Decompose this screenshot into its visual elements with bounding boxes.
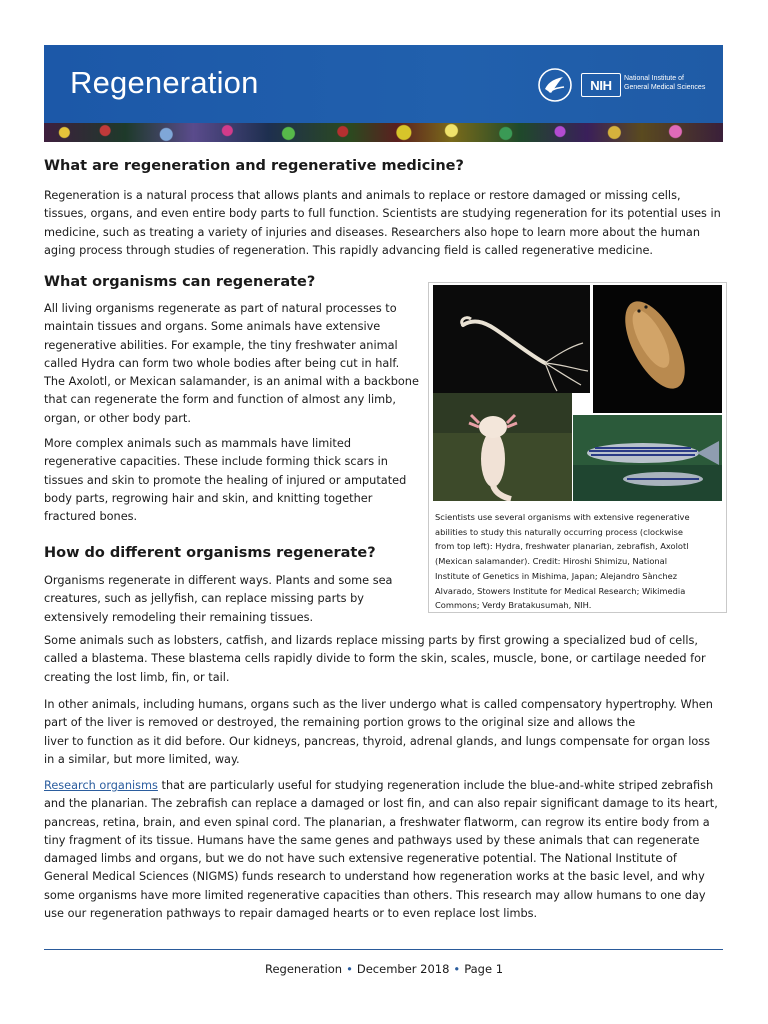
nih-logo: NIH (581, 73, 621, 97)
text-line: called Hydra can form two whole bodies after being cut in half. (44, 356, 400, 370)
footer-page-number: Page 1 (464, 962, 504, 976)
caption-line: from top left): Hydra, freshwater planarian, zebrafish, Axolotl (435, 541, 689, 552)
text-line: More complex animals such as mammals have limited (44, 437, 351, 450)
organisms-figure (428, 282, 727, 613)
paragraph-how-2 (44, 632, 724, 687)
text-line: in a similar, but more limited, way. (44, 752, 240, 766)
footer-date: December 2018 (356, 962, 450, 976)
text-line: liver to function as it did before. Our kidneys, pancreas, thyroid, adrenal glands, and lungs compensate for organ loss (44, 734, 711, 748)
decorative-image-strip (44, 123, 723, 142)
text-line: Regeneration is a natural process that allows plants and animals to replace or restore damaged or missing cells, (44, 189, 681, 202)
text-line: organ, or other body part. (44, 411, 191, 425)
paragraph-regeneration-intro (44, 187, 724, 260)
text-line: some organisms have more limited regenerative capacities than others. This research may allow humans to one day (44, 888, 706, 902)
text-line: maintain tissues and organs. Some animals have extensive (44, 320, 381, 334)
nigms-name-line1: National Institute of (624, 75, 684, 82)
text-line: tiny fragment of its tissue. Humans have the same genes and pathways used by these animals that can regenerate (44, 833, 700, 847)
caption-line: Institute of Genetics in Mishima, Japan; Alejandro Sànchez (435, 570, 678, 581)
planarian-photo (593, 285, 722, 413)
text-line: damaged limbs and organs, but we do not have such extensive regenerative potential. The National Institute of (44, 852, 677, 866)
hhs-eagle-logo-icon (537, 67, 573, 103)
text-line: body parts, regrowing hair and skin, and knitting together (44, 491, 373, 505)
axolotl-photo (433, 393, 572, 501)
text-line: creatures, such as jellyfish, can replace missing parts by (44, 592, 364, 606)
page-title: Regeneration (70, 65, 259, 100)
text-line: that are particularly useful for studying regeneration include the blue-and-white striped zebrafish (157, 779, 714, 792)
page-footer (0, 962, 768, 976)
text-line: All living organisms regenerate as part of natural processes to (44, 302, 397, 315)
text-line: tissues and skin to promote the healing of injured or amputated (44, 473, 407, 487)
text-line: aging process through studies of regeneration. This rapidly advancing field is called regenerative medicine. (44, 243, 654, 257)
text-line: General Medical Sciences (NIGMS) funds research to understand how regeneration works at the basic level, and why (44, 870, 705, 884)
caption-line: Alvarado, Stowers Institute for Medical Research; Wikimedia (435, 585, 686, 596)
section-heading-how: How do different organisms regenerate? (44, 545, 376, 561)
text-line: Some animals such as lobsters, catfish, and lizards replace missing parts by first growing a specialized bud of cells, (44, 634, 699, 647)
text-line: Organisms regenerate in different ways. Plants and some sea (44, 574, 393, 587)
footer-divider (44, 949, 723, 950)
figure-caption (435, 510, 722, 613)
paragraph-how-3 (44, 696, 724, 769)
bullet-icon: • (346, 962, 353, 976)
paragraph-organisms-2 (44, 435, 424, 526)
paragraph-how-1 (44, 572, 424, 627)
text-line: part of the liver is removed or destroyed, the remaining portion grows to the original size and allows the (44, 716, 636, 730)
caption-line: (Mexican salamander). Credit: Hiroshi Shimizu, National (435, 556, 668, 567)
nigms-name (624, 74, 719, 92)
research-organisms-link[interactable]: Research organisms (44, 779, 158, 792)
paragraph-organisms-1 (44, 300, 424, 428)
text-line: regenerative abilities. For example, the tiny freshwater animal (44, 338, 398, 352)
text-line: medicine, such as treating a variety of injuries and diseases. Researchers also hope to learn more about the human (44, 225, 701, 239)
caption-line: abilities to study this naturally occurring process (clockwise (435, 526, 683, 537)
text-line: tissues, organs, and even entire body parts to full function. Scientists are studying regeneration for its potential uses in (44, 207, 721, 221)
zebrafish-photo (573, 415, 722, 501)
text-line: extensively remodeling their remaining tissues. (44, 610, 314, 624)
header-banner (44, 45, 723, 123)
nigms-name-line2: General Medical Sciences (624, 84, 706, 91)
paragraph-how-4 (44, 777, 724, 923)
text-line: The Axolotl, or Mexican salamander, is an animal with a backbone (44, 375, 419, 389)
text-line: that can regenerate the form and function of almost any limb, (44, 393, 396, 407)
text-line: and the planarian. The zebrafish can replace a damaged or lost fin, and can also repair significant damage to its heart, (44, 797, 718, 811)
section-heading-organisms: What organisms can regenerate? (44, 274, 316, 290)
hydra-photo (433, 285, 590, 393)
text-line: In other animals, including humans, organs such as the liver undergo what is called compensatory hypertrophy. When (44, 698, 713, 711)
text-line: pancreas, retina, brain, and even spinal cord. The planarian, a freshwater flatworm, can regrow its entire body from a (44, 815, 710, 829)
section-heading-regeneration: What are regeneration and regenerative medicine? (44, 158, 464, 174)
text-line: creating the lost limb, fin, or tail. (44, 670, 230, 684)
footer-title: Regeneration (264, 962, 343, 976)
text-line: use our regeneration pathways to repair damaged hearts or to even replace lost limbs. (44, 907, 538, 921)
text-line: fractured bones. (44, 510, 138, 524)
text-line: called a blastema. These blastema cells rapidly divide to form the skin, scales, muscle, bone, or cartilage needed for (44, 652, 706, 666)
text-line: regenerative capacities. These include forming thick scars in (44, 455, 388, 469)
bullet-icon: • (453, 962, 461, 976)
caption-line: Scientists use several organisms with extensive regenerative (435, 512, 690, 522)
caption-line: Commons; Verdy Bratakusumah, NIH. (435, 600, 592, 611)
